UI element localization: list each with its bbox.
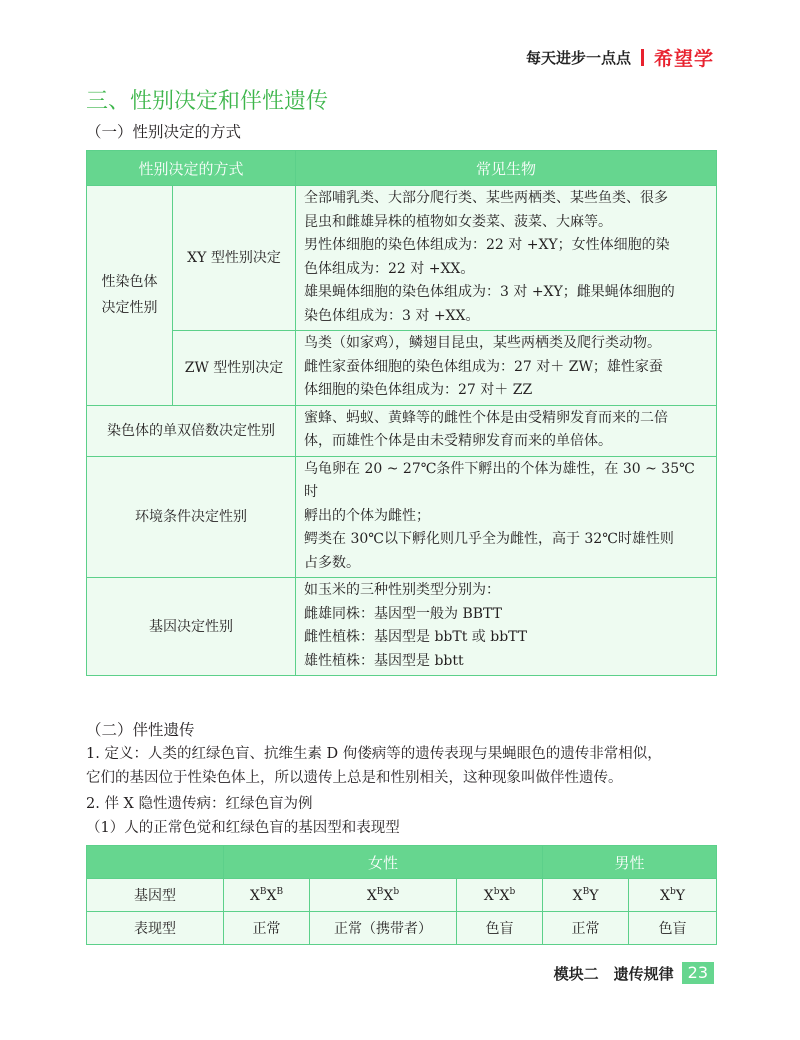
header-divider bbox=[641, 49, 644, 66]
table-header-row bbox=[87, 846, 717, 879]
phenotype-cell: 色盲 bbox=[457, 912, 543, 945]
subsection-title-2: （二）伴性遗传 bbox=[86, 721, 195, 739]
genotype-label: 基因型 bbox=[87, 879, 224, 912]
sex-determination-table bbox=[86, 150, 717, 676]
table-row bbox=[87, 405, 717, 456]
genotype-phenotype-heading: （1）人的正常色觉和红绿色盲的基因型和表现型 bbox=[86, 820, 400, 836]
table-header-row bbox=[87, 151, 717, 186]
header-slogan: 每天进步一点点 bbox=[525, 49, 631, 67]
env-line: 乌龟卵在 20 ~ 27℃条件下孵出的个体为雄性，在 30 ~ 35℃时 bbox=[304, 460, 695, 500]
table-row bbox=[87, 456, 717, 578]
page-footer bbox=[554, 962, 714, 984]
zw-type-description bbox=[296, 331, 717, 406]
genotype-cell: $X^bY$ bbox=[629, 879, 717, 912]
genotype-cell: $X^bX^b$ bbox=[457, 879, 543, 912]
x-recessive-heading: 2. 伴 X 隐性遗传病：红绿色盲为例 bbox=[86, 796, 313, 812]
paragraph-line: 它们的基因位于性染色体上，所以遗传上总是和性别相关，这种现象叫做伴性遗传。 bbox=[86, 770, 623, 786]
table-row bbox=[87, 331, 717, 406]
zw-line: 雌性家蚕体细胞的染色体组成为：27 对＋ ZW；雄性家蚕 bbox=[304, 358, 663, 375]
col-header-method: 性别决定的方式 bbox=[87, 151, 296, 186]
subsection-title-1: （一）性别决定的方式 bbox=[86, 123, 242, 141]
xy-type-label: XY 型性别决定 bbox=[173, 186, 296, 331]
ploidy-label: 染色体的单双倍数决定性别 bbox=[87, 405, 296, 456]
xy-line: 昆虫和雌雄异株的植物如女娄菜、菠菜、大麻等。 bbox=[304, 213, 613, 230]
ploidy-description bbox=[296, 405, 717, 456]
gene-line: 雌雄同株：基因型一般为 BBTT bbox=[304, 605, 502, 622]
env-line: 占多数。 bbox=[304, 554, 361, 571]
chromosome-group-label: 性染色体 决定性别 bbox=[87, 186, 173, 406]
zw-type-label: ZW 型性别决定 bbox=[173, 331, 296, 406]
xy-line: 男性体细胞的染色体组成为：22 对 +XY；女性体细胞的染 bbox=[304, 237, 670, 253]
brand-logo: 希望学 bbox=[653, 48, 714, 70]
male-header: 男性 bbox=[543, 846, 717, 879]
header-empty-cell bbox=[87, 846, 224, 879]
environment-description bbox=[296, 456, 717, 578]
xy-line: 雄果蝇体细胞的染色体组成为：3 对 +XY；雌果蝇体细胞的 bbox=[304, 284, 675, 300]
xy-line: 全部哺乳类、大部分爬行类、某些两栖类、某些鱼类、很多 bbox=[304, 190, 669, 206]
genotype-cell: $X^BX^b$ bbox=[310, 879, 457, 912]
gene-description bbox=[296, 578, 717, 676]
module-label: 模块二 遗传规律 bbox=[553, 964, 674, 983]
ploidy-line: 蜜蜂、蚂蚁、黄蜂等的雌性个体是由受精卵发育而来的二倍 bbox=[304, 409, 669, 426]
page-number: 23 bbox=[682, 962, 714, 984]
xy-type-description bbox=[296, 186, 717, 331]
phenotype-cell: 色盲 bbox=[629, 912, 717, 945]
environment-label: 环境条件决定性别 bbox=[87, 456, 296, 578]
zw-line: 体细胞的染色体组成为：27 对＋ ZZ bbox=[304, 382, 533, 398]
table-row bbox=[87, 186, 717, 331]
table-row bbox=[87, 578, 717, 676]
color-blindness-table bbox=[86, 845, 717, 945]
env-line: 鳄类在 30℃以下孵化则几乎全为雌性，高于 32℃时雄性则 bbox=[304, 531, 674, 547]
phenotype-row bbox=[87, 912, 717, 945]
section-title: 三、性别决定和伴性遗传 bbox=[86, 89, 329, 114]
ploidy-line: 体，而雄性个体是由未受精卵发育而来的单倍体。 bbox=[304, 433, 613, 449]
female-header: 女性 bbox=[224, 846, 543, 879]
phenotype-label: 表现型 bbox=[87, 912, 224, 945]
gene-line: 雌性植株：基因型是 bbTt 或 bbTT bbox=[304, 629, 528, 645]
xy-line: 色体组成为：22 对 +XX。 bbox=[304, 260, 475, 277]
env-line: 孵出的个体为雌性； bbox=[304, 507, 431, 524]
gene-line: 如玉米的三种性别类型分别为： bbox=[304, 582, 501, 598]
gene-label: 基因决定性别 bbox=[87, 578, 296, 676]
phenotype-cell: 正常 bbox=[543, 912, 629, 945]
genotype-cell: $X^BX^B$ bbox=[224, 879, 310, 912]
page-header bbox=[526, 44, 714, 71]
phenotype-cell: 正常 bbox=[224, 912, 310, 945]
xy-line: 染色体组成为：3 对 +XX。 bbox=[304, 307, 480, 324]
genotype-cell: $X^BY$ bbox=[543, 879, 629, 912]
genotype-row bbox=[87, 879, 717, 912]
gene-line: 雄性植株：基因型是 bbtt bbox=[304, 652, 464, 669]
col-header-organisms: 常见生物 bbox=[296, 151, 717, 186]
definition-paragraph bbox=[86, 742, 662, 790]
zw-line: 鸟类（如家鸡），鳞翅目昆虫，某些两栖类及爬行类动物。 bbox=[304, 335, 662, 351]
paragraph-line: 1. 定义：人类的红绿色盲、抗维生素 D 佝偻病等的遗传表现与果蝇眼色的遗传非常相似， bbox=[86, 746, 662, 762]
phenotype-cell: 正常（携带者） bbox=[310, 912, 457, 945]
